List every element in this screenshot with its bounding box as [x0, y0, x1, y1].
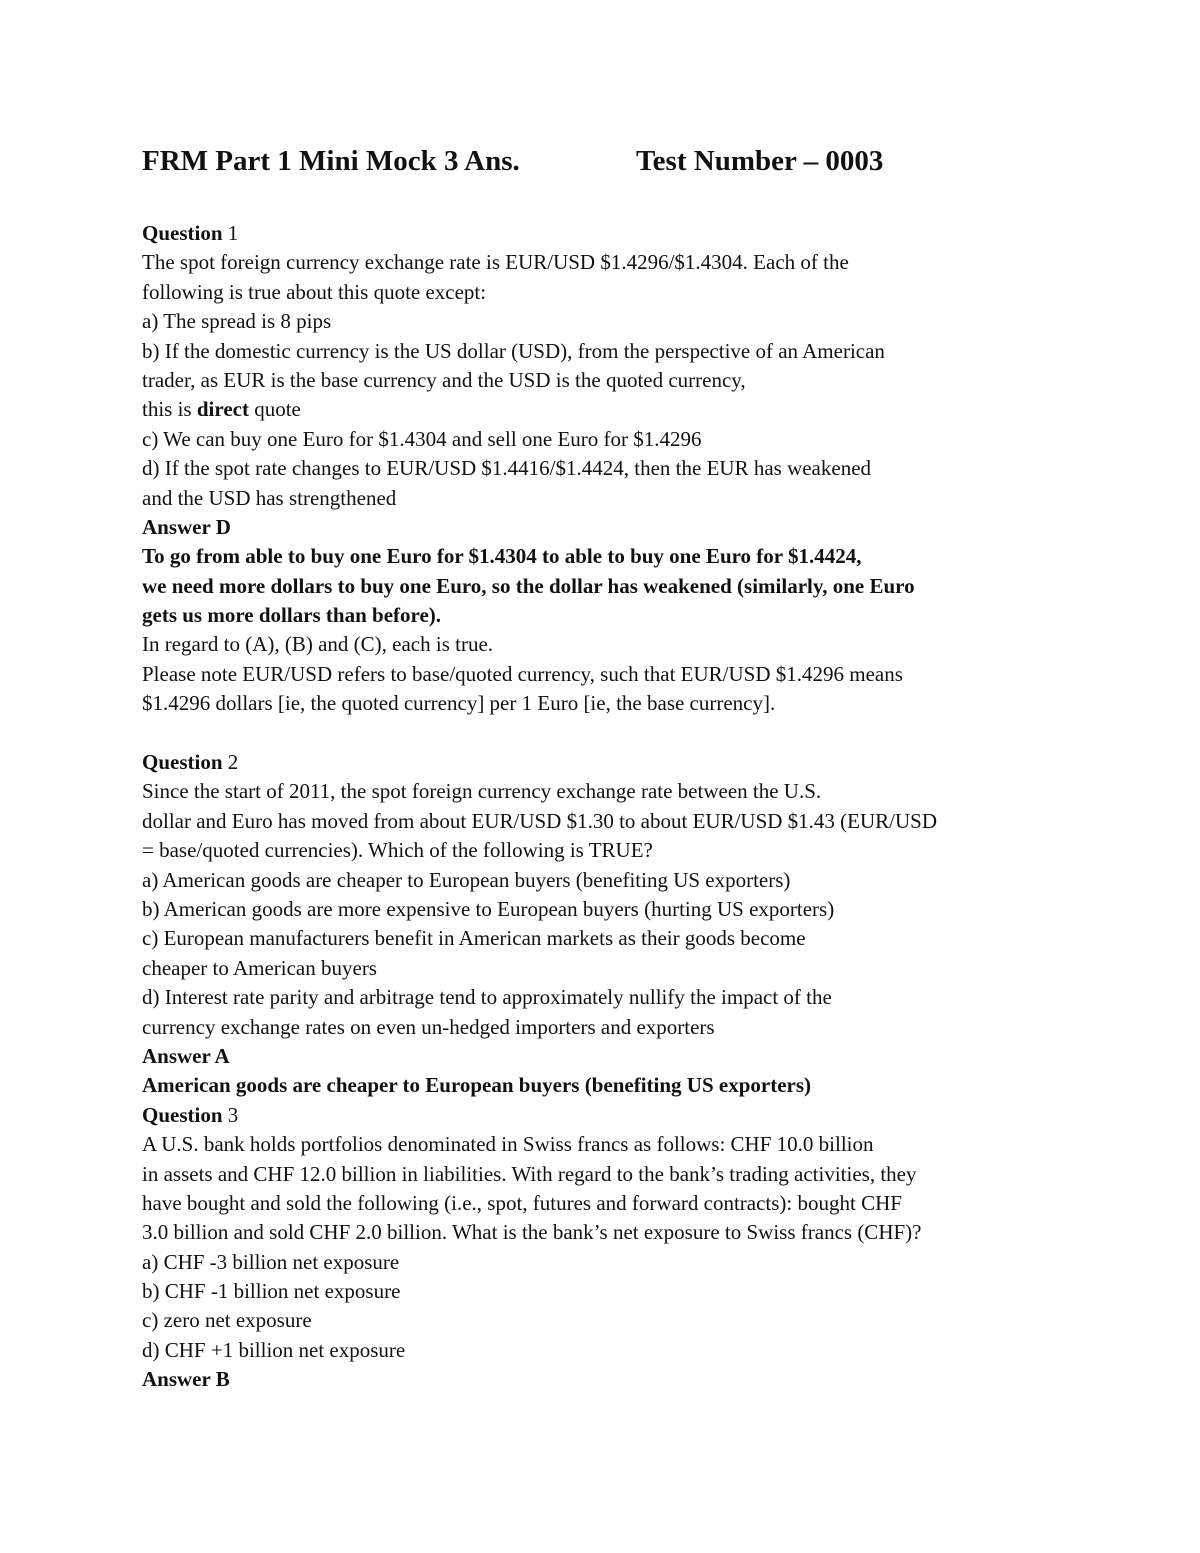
- question-stem: in assets and CHF 12.0 billion in liabilities. With regard to the bank’s trading activities, they: [142, 1161, 917, 1186]
- answer-label: Answer A: [142, 1043, 230, 1068]
- option-b: this is direct quote: [142, 397, 301, 422]
- question-2: [142, 748, 1042, 1101]
- question-heading: Question 2: [142, 750, 239, 775]
- document-title: FRM Part 1 Mini Mock 3 Ans.: [142, 145, 520, 177]
- answer-explanation: we need more dollars to buy one Euro, so the dollar has weakened (similarly, one Euro: [142, 573, 915, 598]
- answer-label: Answer B: [142, 1367, 230, 1392]
- option-b: b) CHF -1 billion net exposure: [142, 1279, 401, 1304]
- option-a: a) CHF -3 billion net exposure: [142, 1249, 400, 1274]
- answer-note: In regard to (A), (B) and (C), each is true.: [142, 632, 494, 657]
- option-c: c) European manufacturers benefit in American markets as their goods become: [142, 926, 806, 951]
- answer-explanation: American goods are cheaper to European buyers (benefiting US exporters): [142, 1073, 812, 1098]
- question-stem: have bought and sold the following (i.e., spot, futures and forward contracts): bought CHF: [142, 1190, 902, 1215]
- question-3: [142, 1101, 1042, 1395]
- question-stem: 3.0 billion and sold CHF 2.0 billion. What is the bank’s net exposure to Swiss francs (CHF)?: [142, 1220, 922, 1245]
- option-c: cheaper to American buyers: [142, 955, 377, 980]
- document-header: [142, 142, 1042, 180]
- answer-explanation: To go from able to buy one Euro for $1.4304 to able to buy one Euro for $1.4424,: [142, 544, 862, 569]
- question-stem: dollar and Euro has moved from about EUR/USD $1.30 to about EUR/USD $1.43 (EUR/USD: [142, 808, 938, 833]
- spacer: [142, 719, 1042, 748]
- option-c: c) zero net exposure: [142, 1308, 312, 1333]
- question-1: [142, 219, 1042, 719]
- option-a: a) American goods are cheaper to European buyers (benefiting US exporters): [142, 867, 791, 892]
- option-d: d) If the spot rate changes to EUR/USD $1.4416/$1.4424, then the EUR has weakened: [142, 456, 872, 481]
- option-d: d) CHF +1 billion net exposure: [142, 1337, 406, 1362]
- question-heading: Question 3: [142, 1102, 239, 1127]
- question-stem: A U.S. bank holds portfolios denominated in Swiss francs as follows: CHF 10.0 billion: [142, 1132, 874, 1157]
- option-b: trader, as EUR is the base currency and the USD is the quoted currency,: [142, 367, 746, 392]
- option-a: a) The spread is 8 pips: [142, 309, 332, 334]
- option-b: b) American goods are more expensive to European buyers (hurting US exporters): [142, 896, 835, 921]
- question-heading: Question 1: [142, 221, 239, 245]
- option-d: d) Interest rate parity and arbitrage tend to approximately nullify the impact of the: [142, 985, 832, 1010]
- question-stem: following is true about this quote except:: [142, 279, 487, 304]
- option-d: currency exchange rates on even un-hedged importers and exporters: [142, 1014, 715, 1039]
- option-d: and the USD has strengthened: [142, 485, 397, 510]
- question-stem: Since the start of 2011, the spot foreign currency exchange rate between the U.S.: [142, 779, 822, 804]
- answer-label: Answer D: [142, 514, 231, 539]
- question-stem: = base/quoted currencies). Which of the following is TRUE?: [142, 838, 653, 863]
- option-b: b) If the domestic currency is the US dollar (USD), from the perspective of an American: [142, 338, 885, 363]
- option-c: c) We can buy one Euro for $1.4304 and sell one Euro for $1.4296: [142, 426, 702, 451]
- answer-note: $1.4296 dollars [ie, the quoted currency] per 1 Euro [ie, the base currency].: [142, 691, 776, 716]
- question-stem: The spot foreign currency exchange rate is EUR/USD $1.4296/$1.4304. Each of the: [142, 250, 849, 275]
- answer-note: Please note EUR/USD refers to base/quoted currency, such that EUR/USD $1.4296 means: [142, 661, 903, 686]
- test-number: Test Number – 0003: [636, 145, 884, 177]
- answer-explanation: gets us more dollars than before).: [142, 603, 442, 628]
- document-body: [142, 219, 1042, 1395]
